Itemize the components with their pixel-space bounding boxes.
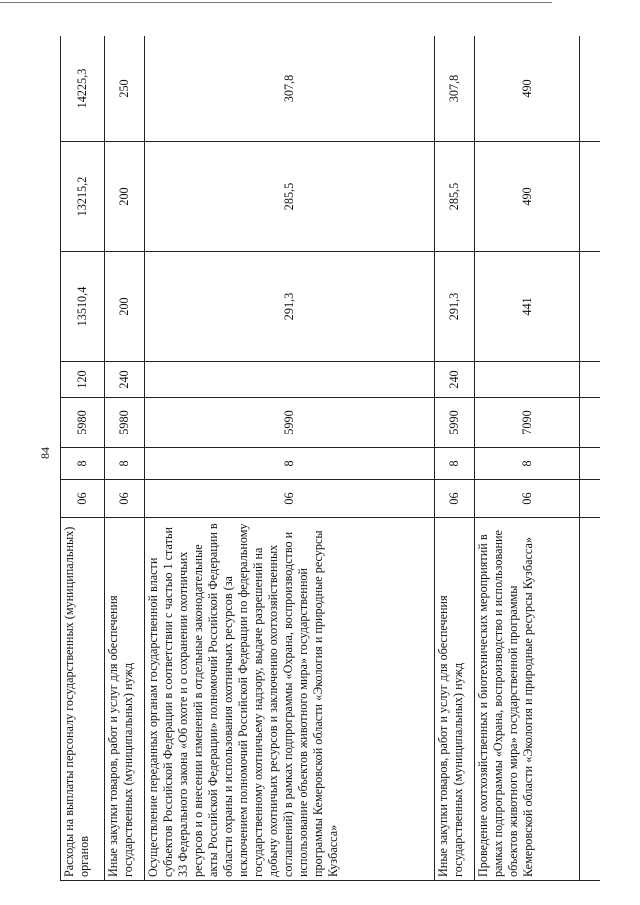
cell-subsection: 8 [105,448,145,480]
page-number: 84 [38,447,52,459]
cell-expense-type: 240 [435,362,475,398]
table-row [105,36,145,881]
budget-table [60,36,600,881]
table-row [145,36,435,881]
cell-description [580,518,601,881]
cell-value-1: 441 [475,252,580,362]
cell-value-1: 291,3 [435,252,475,362]
cell-value-3: 490 [475,36,580,142]
cell-subsection: 8 [475,448,580,480]
cell-value-2: 490 [475,142,580,252]
cell-description: Проведение охотхозяйственных и биотехнических мероприятий в рамках подпрограммы «Охрана, воспроизводство и использование объектов животного мира» государственной программы Кемеровской области «Экология и природные ресурсы Кузбасса» [475,518,580,881]
cell-value-2: 200 [105,142,145,252]
cell-value-3: 14225,3 [61,36,105,142]
cell-description: Иные закупки товаров, работ и услуг для обеспечения государственных (муниципальных) нужд [105,518,145,881]
cell-program [580,398,601,448]
cell-value-2: 13215,2 [61,142,105,252]
cell-program: 5990 [435,398,475,448]
cell-section: 06 [145,480,435,518]
cell-value-3: 250 [105,36,145,142]
cell-program: 5990 [145,398,435,448]
cell-program: 5980 [105,398,145,448]
cell-value-3: 307,8 [145,36,435,142]
cell-expense-type [580,362,601,398]
cell-value-1: 291,3 [145,252,435,362]
cell-value-2: 285,5 [435,142,475,252]
cell-expense-type: 120 [61,362,105,398]
cell-program: 5980 [61,398,105,448]
cell-value-1 [580,252,601,362]
table-row [61,36,105,881]
cell-description: Расходы на выплаты персоналу государственных (муниципальных) органов [61,518,105,881]
cell-value-2 [580,142,601,252]
cell-expense-type [145,362,435,398]
cell-description: Осуществление переданных органам государственной власти субъектов Российской Федерации в соответствии с частью 1 статьи 33 Федерального закона «Об охоте и о сохранении охотничьих ресурсов и о внесении изменений в отдельные законодательные акты Российской Федерации» полномочий Российской Федерации в области охраны и использования охотничьих ресурсов (за исключением полномочий Российской Федерации по федеральному государственному охотничьему надзору, выдаче разрешений на добычу охотничьих ресурсов и заключению охотхозяйственных соглашений) в рамках подпрограммы «Охрана, воспроизводство и использование объектов животного мира» государственной программы Кемеровской области «Экология и природные ресурсы Кузбасса» [145,518,435,881]
cell-subsection: 8 [61,448,105,480]
cell-section: 06 [435,480,475,518]
cell-description: Иные закупки товаров, работ и услуг для обеспечения государственных (муниципальных) нужд [435,518,475,881]
cell-value-1: 200 [105,252,145,362]
cell-expense-type: 240 [105,362,145,398]
cell-expense-type [475,362,580,398]
page-viewport [60,36,600,881]
cell-value-3: 307,8 [435,36,475,142]
cell-subsection: 8 [435,448,475,480]
rotated-page [60,36,600,881]
cell-value-3 [580,36,601,142]
cell-program: 7090 [475,398,580,448]
cell-section: 06 [61,480,105,518]
cell-subsection: 8 [145,448,435,480]
cell-section: 06 [105,480,145,518]
table-row [580,36,601,881]
cell-value-1: 13510,4 [61,252,105,362]
cell-subsection [580,448,601,480]
top-rule [0,2,552,3]
cell-value-2: 285,5 [145,142,435,252]
table-row [475,36,580,881]
cell-section: 06 [475,480,580,518]
table-row [435,36,475,881]
cell-section [580,480,601,518]
